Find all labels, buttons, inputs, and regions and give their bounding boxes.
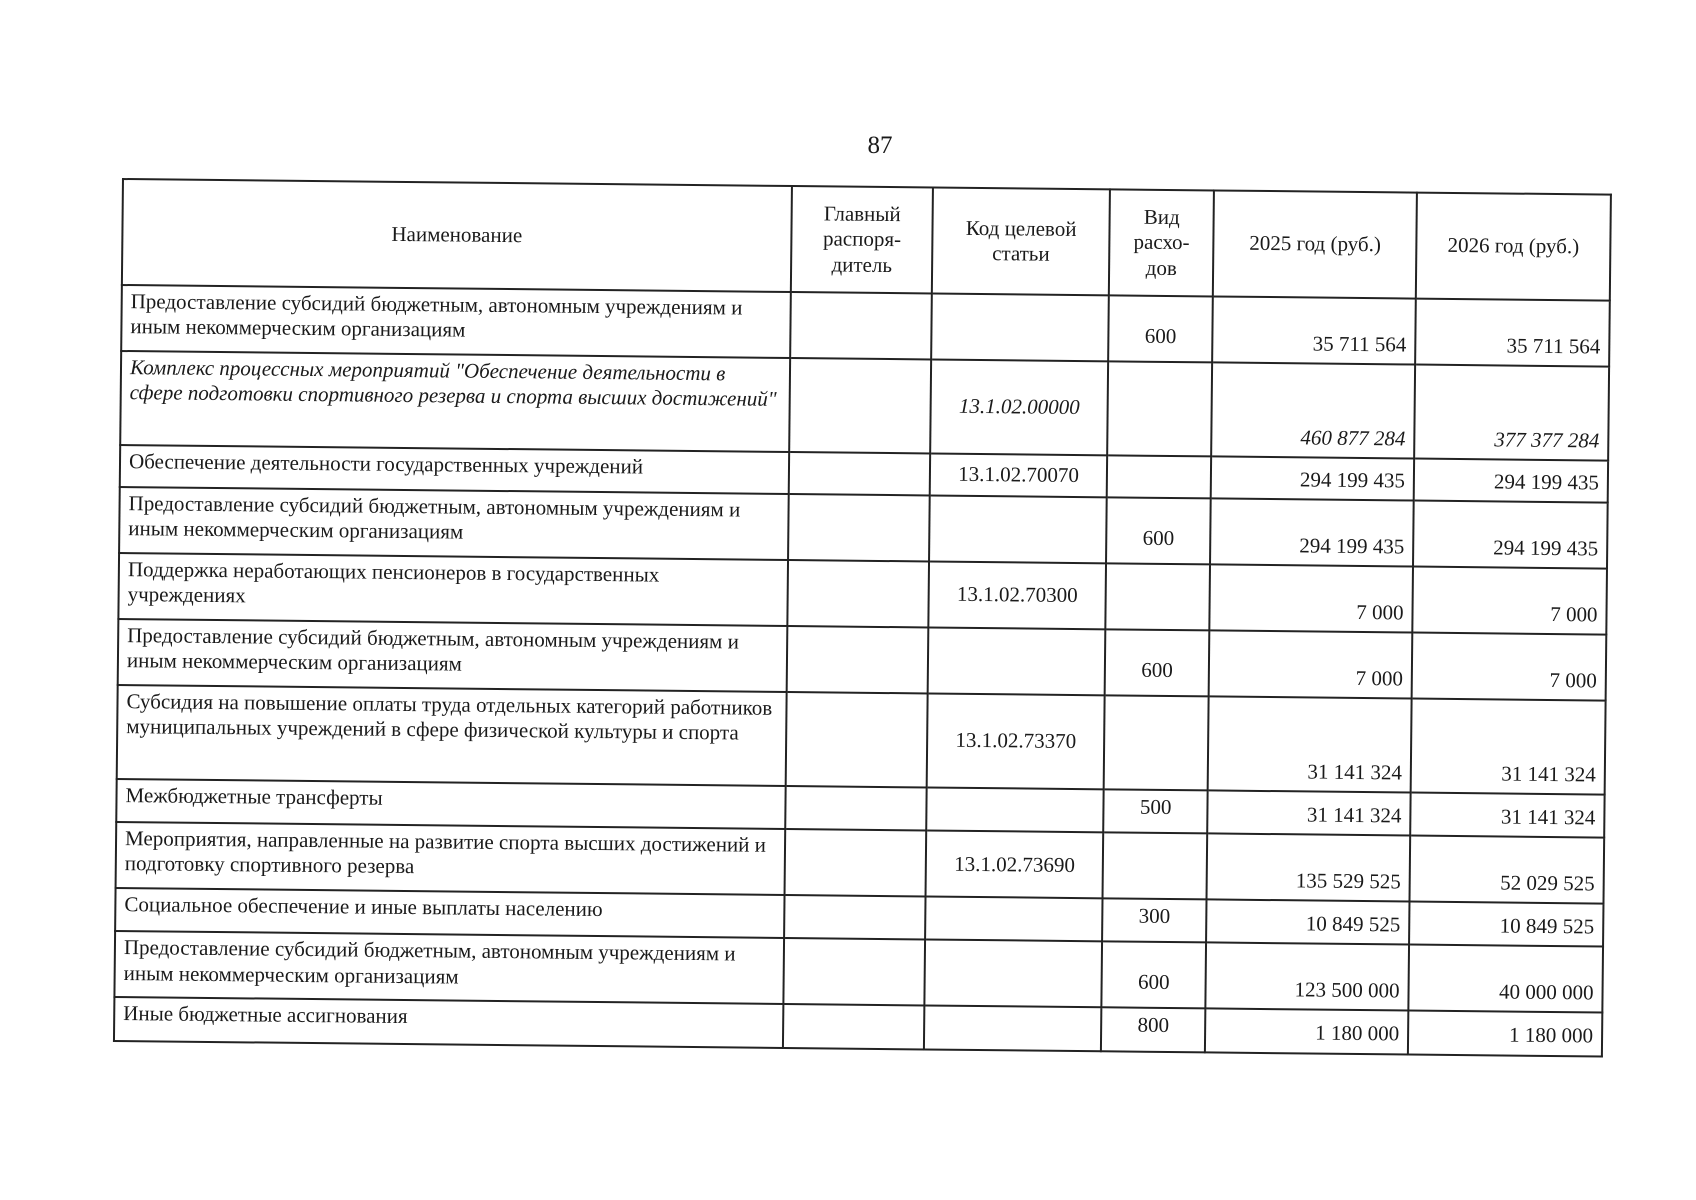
- row-2025-cell: 460 877 284: [1212, 362, 1416, 458]
- header-name: Наименование: [122, 179, 792, 292]
- row-2026-cell: 294 199 435: [1413, 501, 1608, 569]
- budget-table: [113, 178, 1612, 1057]
- row-code-cell: [926, 897, 1103, 942]
- row-code-cell: [928, 627, 1105, 695]
- row-code-cell: 13.1.02.00000: [931, 359, 1108, 455]
- row-2025-cell: 35 711 564: [1213, 296, 1416, 364]
- row-manager-cell: [789, 452, 931, 495]
- row-vid-cell: [1104, 695, 1210, 790]
- row-vid-cell: 500: [1103, 789, 1208, 833]
- table-body: [114, 285, 1610, 1056]
- row-2025-cell: 294 199 435: [1211, 456, 1414, 500]
- row-manager-cell: [786, 626, 928, 693]
- row-name-cell: Поддержка неработающих пенсионеров в государственных учреждениях: [118, 553, 787, 626]
- page-number: 87: [867, 132, 893, 159]
- row-name-cell: Предоставление субсидий бюджетным, автономным учреждениям и иным некоммерческим организациям: [119, 487, 788, 560]
- header-2026: 2026 год (руб.): [1416, 193, 1611, 301]
- row-2025-cell: 31 141 324: [1208, 790, 1411, 835]
- row-vid-cell: 600: [1105, 629, 1210, 696]
- row-name-cell: Комплекс процессных мероприятий "Обеспечение деятельности в сфере подготовки спортивного резерва и спорта высших достижений": [120, 351, 790, 452]
- row-name-cell: Предоставление субсидий бюджетным, автономным учреждениям и иным некоммерческим организациям: [121, 285, 790, 358]
- row-code-cell: [929, 495, 1106, 563]
- row-2026-cell: 31 141 324: [1410, 793, 1604, 838]
- row-vid-cell: [1107, 361, 1213, 456]
- row-manager-cell: [785, 692, 928, 787]
- row-2025-cell: 31 141 324: [1208, 696, 1412, 792]
- row-name-cell: Социальное обеспечение и иные выплаты населению: [115, 888, 784, 938]
- row-2026-cell: 31 141 324: [1411, 699, 1606, 795]
- row-vid-cell: [1102, 832, 1207, 899]
- row-manager-cell: [785, 786, 927, 831]
- row-vid-cell: 600: [1106, 497, 1211, 564]
- row-vid-cell: 300: [1102, 898, 1207, 942]
- row-2026-cell: 377 377 284: [1414, 365, 1609, 461]
- row-2026-cell: 40 000 000: [1408, 945, 1603, 1013]
- row-name-cell: Обеспечение деятельности государственных учреждений: [120, 445, 789, 494]
- row-2026-cell: 52 029 525: [1410, 836, 1605, 904]
- row-2026-cell: 10 849 525: [1409, 902, 1603, 947]
- row-manager-cell: [783, 1004, 925, 1049]
- row-manager-cell: [790, 292, 932, 359]
- row-2026-cell: 1 180 000: [1408, 1011, 1602, 1056]
- row-code-cell: [927, 787, 1104, 832]
- row-name-cell: Предоставление субсидий бюджетным, автономным учреждениям и иным некоммерческим организациям: [118, 619, 787, 692]
- row-name-cell: Иные бюджетные ассигнования: [114, 997, 783, 1047]
- row-vid-cell: 600: [1101, 942, 1206, 1009]
- header-code: Код целевой статьи: [932, 187, 1110, 295]
- row-code-cell: 13.1.02.70070: [930, 453, 1107, 497]
- row-2025-cell: 7 000: [1209, 630, 1412, 698]
- row-2025-cell: 7 000: [1210, 564, 1413, 632]
- row-name-cell: Межбюджетные трансферты: [116, 779, 785, 829]
- row-manager-cell: [789, 358, 932, 453]
- row-code-cell: [924, 1006, 1101, 1051]
- row-code-cell: [932, 293, 1109, 361]
- header-2025: 2025 год (руб.): [1213, 190, 1417, 298]
- header-vid: Вид расхо-дов: [1109, 189, 1215, 296]
- row-2026-cell: 294 199 435: [1414, 459, 1608, 503]
- row-manager-cell: [788, 494, 930, 561]
- table-row: [120, 351, 1609, 461]
- row-vid-cell: [1107, 455, 1212, 498]
- row-manager-cell: [787, 560, 929, 627]
- row-vid-cell: 600: [1108, 295, 1213, 362]
- row-name-cell: Мероприятия, направленные на развитие спорта высших достижений и подготовку спортивного резерва: [116, 822, 785, 895]
- row-name-cell: Предоставление субсидий бюджетным, автономным учреждениям и иным некоммерческим организациям: [114, 931, 783, 1004]
- row-2025-cell: 123 500 000: [1206, 943, 1409, 1011]
- table-header-row: [122, 179, 1611, 301]
- row-2026-cell: 35 711 564: [1415, 299, 1610, 367]
- row-code-cell: 13.1.02.73370: [927, 693, 1104, 789]
- row-manager-cell: [783, 938, 925, 1005]
- row-2025-cell: 135 529 525: [1207, 834, 1410, 902]
- row-2025-cell: 294 199 435: [1210, 498, 1413, 566]
- row-vid-cell: [1105, 563, 1210, 630]
- header-manager: Главный распоря-дитель: [791, 186, 934, 293]
- row-manager-cell: [784, 829, 926, 896]
- row-2025-cell: 10 849 525: [1207, 900, 1410, 945]
- row-name-cell: Субсидия на повышение оплаты труда отдельных категорий работников муниципальных учреждений в сфере физической культуры и спорта: [117, 685, 787, 786]
- row-2025-cell: 1 180 000: [1205, 1009, 1408, 1054]
- row-manager-cell: [784, 895, 926, 940]
- table-row: [117, 685, 1606, 795]
- row-code-cell: [925, 940, 1102, 1008]
- row-2026-cell: 7 000: [1412, 633, 1607, 701]
- row-vid-cell: 800: [1101, 1008, 1206, 1052]
- row-code-cell: 13.1.02.70300: [929, 561, 1106, 629]
- row-2026-cell: 7 000: [1412, 567, 1607, 635]
- row-code-cell: 13.1.02.73690: [926, 831, 1103, 899]
